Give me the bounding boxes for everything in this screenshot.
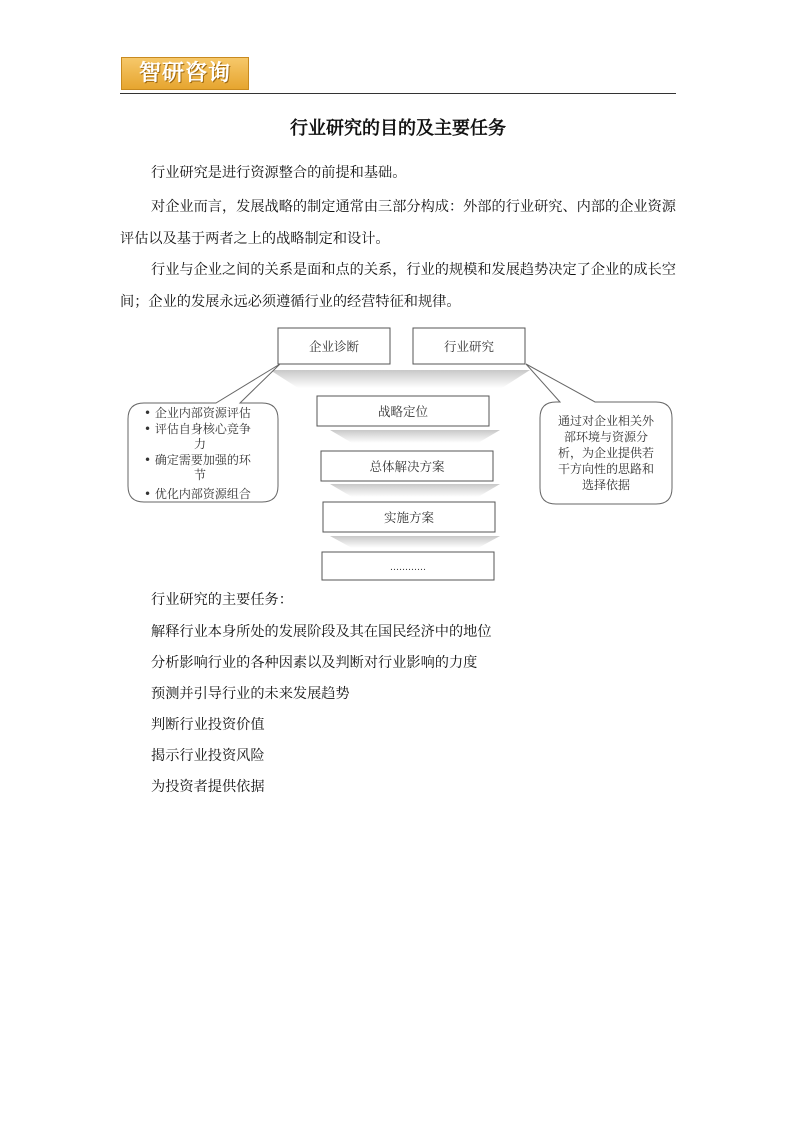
left-callout-line: • 企业内部资源评估 (144, 406, 251, 420)
left-callout-line: • 确定需要加强的环 (144, 453, 251, 467)
left-callout-line: 节 (193, 468, 207, 482)
task-item: 判断行业投资价值 (151, 717, 265, 733)
step-implementation-plan (323, 502, 495, 532)
industry-research-box (413, 328, 525, 364)
tasks-heading: 行业研究的主要任务： (151, 592, 293, 608)
paragraph-1: 行业研究是进行资源整合的前提和基础。 (151, 165, 407, 181)
left-callout-line: • 优化内部资源组合 (144, 487, 251, 501)
step-overall-solution (321, 451, 493, 481)
task-item: 为投资者提供依据 (151, 779, 265, 795)
funnel-arrow (270, 370, 530, 388)
step-arrow-1 (330, 430, 500, 443)
paragraph-3: 行业与企业之间的关系是面和点的关系，行业的规模和发展趋势决定了企业的成长空间；企业的发展永远必须遵循行业的经营特征和规律。 (120, 262, 676, 310)
left-callout-line: • 评估自身核心竞争 (144, 422, 251, 436)
industry-research-label: 行业研究 (443, 339, 495, 354)
left-callout-line: 力 (193, 437, 207, 451)
paragraph-2: 对企业而言，发展战略的制定通常由三部分构成：外部的行业研究、内部的企业资源评估以及基于两者之上的战略制定和设计。 (120, 199, 676, 247)
right-callout-line: 通过对企业相关外 (557, 414, 655, 428)
svg-text:总体解决方案: 总体解决方案 (369, 459, 445, 474)
task-item: 分析影响行业的各种因素以及判断对行业影响的力度 (151, 655, 478, 671)
step-arrow-2 (330, 484, 500, 497)
right-callout-line: 选择依据 (581, 478, 631, 492)
right-callout-line: 干方向性的思路和 (557, 462, 655, 476)
step-arrow-3 (330, 536, 500, 548)
step-strategy-positioning (317, 396, 489, 426)
header-divider (120, 93, 676, 94)
svg-text:实施方案: 实施方案 (383, 510, 435, 525)
right-callout-line: 析，为企业提供若 (557, 446, 655, 460)
page-title: 行业研究的目的及主要任务 (290, 118, 506, 139)
step-ellipsis (322, 552, 494, 580)
task-item: 预测并引导行业的未来发展趋势 (151, 686, 350, 702)
task-item: 揭示行业投资风险 (151, 748, 265, 764)
strategy-flow-diagram (120, 326, 680, 586)
svg-text:战略定位: 战略定位 (377, 404, 429, 419)
task-item: 解释行业本身所处的发展阶段及其在国民经济中的地位 (151, 624, 492, 640)
logo: 智研咨询 (121, 57, 249, 90)
right-callout-line: 部环境与资源分 (563, 430, 649, 444)
svg-text:…………: ………… (390, 563, 426, 573)
diagnosis-label: 企业诊断 (308, 339, 360, 354)
diagnosis-box (278, 328, 390, 364)
